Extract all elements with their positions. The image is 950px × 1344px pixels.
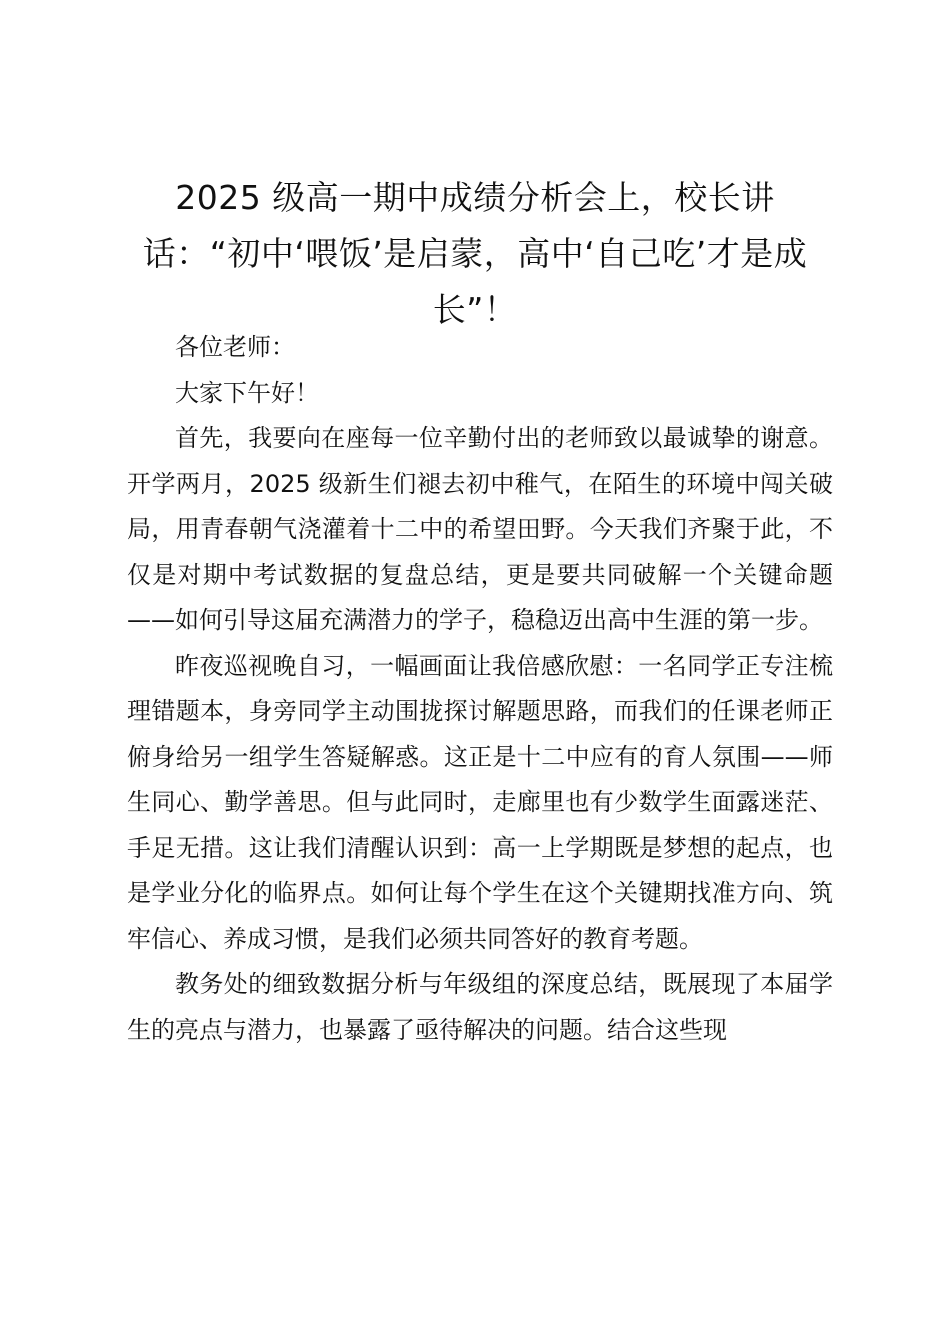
body-paragraph: 昨夜巡视晚自习，一幅画面让我倍感欣慰：一名同学正专注梳理错题本，身旁同学主动围拢探讨解题思路，而我们的任课老师正俯身给另一组学生答疑解惑。这正是十二中应有的育人氛围——师生同心、勤学善思。但与此同时，走廊里也有少数学生面露迷茫、手足无措。这让我们清醒认识到：高一上学期既是梦想的起点，也是学业分化的临界点。如何让每个学生在这个关键期找准方向、筑牢信心、养成习惯，是我们必须共同答好的教育考题。 [127, 651, 833, 953]
salutation-paragraph: 各位老师： [175, 333, 295, 361]
document-title: 2025 级高一期中成绩分析会上，校长讲话：“初中‘喂饭’是启蒙，高中‘自己吃’才是成长”！ [142, 178, 808, 329]
body-paragraph: 首先，我要向在座每一位辛勤付出的老师致以最诚挚的谢意。开学两月，2025 级新生们褪去初中稚气，在陌生的环境中闯关破局，用青春朝气浇灌着十二中的希望田野。今天我们齐聚于此，不仅是对期中考试数据的复盘总结，更是要共同破解一个关键命题——如何引导这届充满潜力的学子，稳稳迈出高中生涯的第一步。 [127, 424, 833, 634]
greeting-paragraph: 大家下午好！ [175, 378, 319, 407]
document-body [127, 325, 833, 1053]
body-paragraph: 教务处的细致数据分析与年级组的深度总结，既展现了本届学生的亮点与潜力，也暴露了亟待解决的问题。结合这些现 [127, 970, 833, 1044]
